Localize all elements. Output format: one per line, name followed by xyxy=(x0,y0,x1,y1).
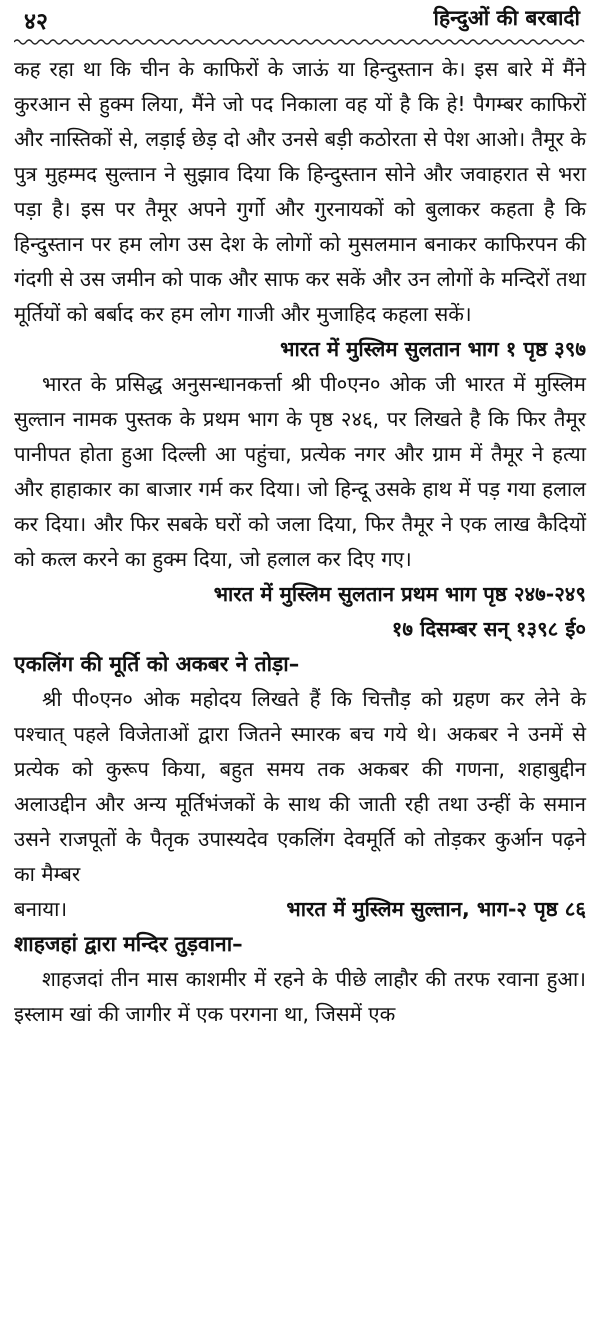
paragraph-akbar-eklinga: श्री पी०एन० ओक महोदय लिखते हैं कि चित्तौड़ को ग्रहण कर लेने के पश्चात् पहले विजेताओं द्वारा जितने स्मारक बच गये थे। अकबर ने उनमें से प्रत्येक को कुरूप किया, बहुत समय तक अकबर की गणना, शहाबुद्दीन अलाउद्दीन और अन्य मूर्तिभंजकों के साथ की जाती रही तथा उन्हीं के समान उसने राजपूतों के पैतृक उपास्यदेव एकलिंग देवमूर्ति को तोड़कर कुर्आन पढ़ने का मैम्बर xyxy=(14,687,586,886)
page-number: ४२ xyxy=(24,9,48,35)
section-heading-shahjahan: शाहजहां द्वारा मन्दिर तुड़वाना– xyxy=(14,932,243,956)
paragraph-timur-quran: कह रहा था कि चीन के काफिरों के जाऊं या हिन्दुस्तान के। इस बारे में मैंने कुरआन से हुक्म लिया, मैंने जो पद निकाला वह यों है कि हे! पैगम्बर काफिरों और नास्तिकों से, लड़ाई छेड़ दो और उनसे बड़ी कठोरता से पेश आओ। तैमूर के पुत्र मुहम्मद सुल्तान ने सुझाव दिया कि हिन्दुस्तान सोने और जवाहरात से भरा पड़ा है। इस पर तैमूर अपने गुर्गो और गुरनायकों को बुलाकर कहता है कि हिन्दुस्तान पर हम लोग उस देश के लोगों को मुसलमान बनाकर काफिरपन की गंदगी से उस जमीन को पाक और साफ कर सकें और उन लोगों के मन्दिरों तथा मूर्तियों को बर्बाद कर हम लोग गाजी और मुजाहिद कहला सकें। xyxy=(14,57,587,326)
paragraph-end-text: बनाया। xyxy=(14,897,68,921)
page-body xyxy=(14,52,586,1032)
page-header xyxy=(14,0,586,40)
running-title: हिन्दुओं की बरबादी xyxy=(433,6,580,30)
citation-row-3 xyxy=(14,892,586,927)
source-citation-3: भारत में मुस्लिम सुल्तान, भाग-२ पृष्ठ ८६ xyxy=(286,897,586,921)
wavy-rule xyxy=(14,38,586,46)
paragraph-shahjahan: शाहजदां तीन मास काशमीर में रहने के पीछे लाहौर की तरफ रवाना हुआ। इस्लाम खां की जागीर में एक परगना था, जिसमें एक xyxy=(14,967,586,1026)
section-heading-eklinga: एकलिंग की मूर्ति को अकबर ने तोड़ा– xyxy=(14,652,300,676)
source-date: १७ दिसम्बर सन् १३९८ ई० xyxy=(391,617,586,641)
source-citation-1: भारत में मुस्लिम सुलतान भाग १ पृष्ठ ३९७ xyxy=(280,337,586,361)
source-citation-2: भारत में मुस्लिम सुलतान प्रथम भाग पृष्ठ २४७-२४९ xyxy=(213,582,586,606)
paragraph-pn-oak-timur: भारत के प्रसिद्ध अनुसन्धानकर्त्ता श्री पी०एन० ओक जी भारत में मुस्लिम सुल्तान नामक पुस्तक के प्रथम भाग के पृष्ठ २४६, पर लिखते है कि फिर तैमूर पानीपत होता हुआ दिल्ली आ पहुंचा, प्रत्येक नगर और ग्राम में तैमूर ने हत्या और हाहाकार का बाजार गर्म कर दिया। जो हिन्दू उसके हाथ में पड़ गया हलाल कर दिया। और फिर सबके घरों को जला दिया, फिर तैमूर ने एक लाख कैदियों को कत्ल करने का हुक्म दिया, जो हलाल कर दिए गए। xyxy=(14,372,586,571)
